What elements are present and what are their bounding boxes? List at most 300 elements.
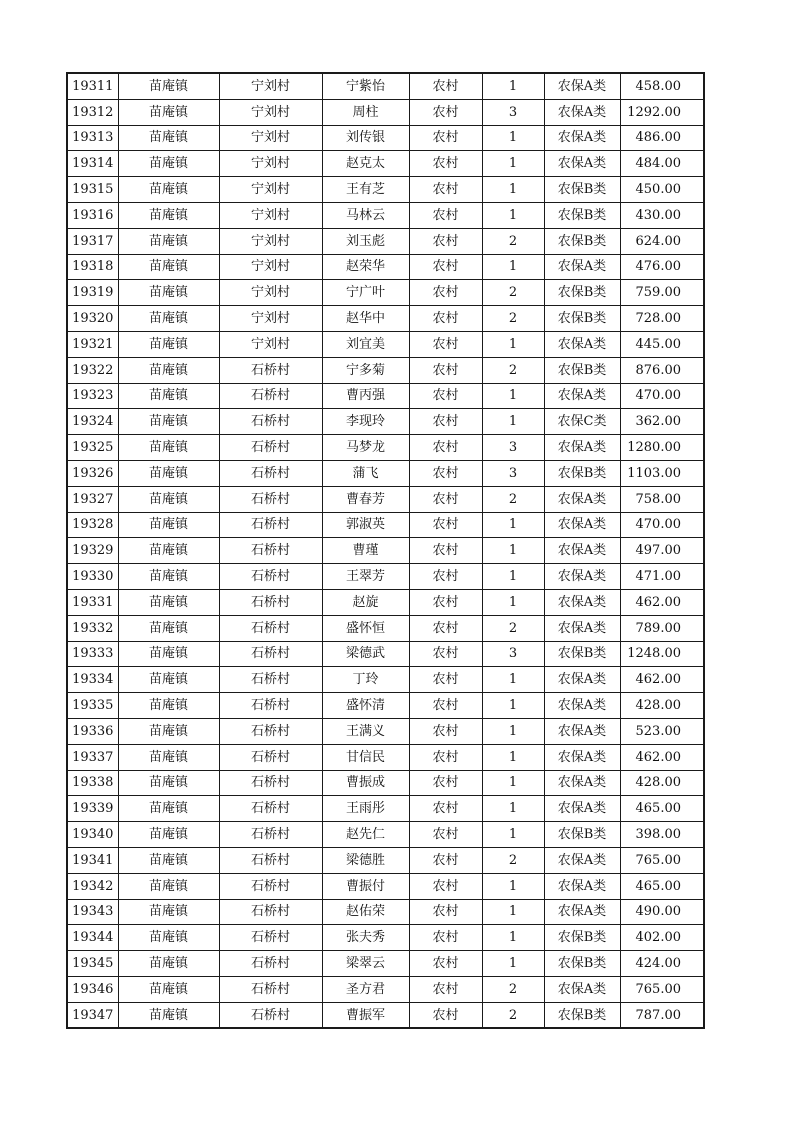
household-size-cell: 1: [482, 331, 544, 357]
record-id-cell: 19318: [67, 254, 118, 280]
name-cell: 梁翠云: [322, 951, 409, 977]
table-row: [67, 899, 704, 925]
household-size-cell: 2: [482, 847, 544, 873]
area-type-cell: 农村: [409, 383, 482, 409]
town-cell: 苗庵镇: [118, 331, 219, 357]
town-cell: 苗庵镇: [118, 486, 219, 512]
amount-cell: 1248.00: [620, 641, 704, 667]
record-id-cell: 19323: [67, 383, 118, 409]
insurance-class-cell: 农保A类: [544, 744, 620, 770]
village-cell: 石桥村: [219, 486, 322, 512]
record-id-cell: 19347: [67, 1002, 118, 1028]
household-size-cell: 1: [482, 202, 544, 228]
village-cell: 石桥村: [219, 538, 322, 564]
area-type-cell: 农村: [409, 641, 482, 667]
name-cell: 盛怀清: [322, 693, 409, 719]
area-type-cell: 农村: [409, 564, 482, 590]
insurance-class-cell: 农保A类: [544, 383, 620, 409]
record-id-cell: 19339: [67, 796, 118, 822]
village-cell: 宁刘村: [219, 202, 322, 228]
amount-cell: 497.00: [620, 538, 704, 564]
insurance-class-cell: 农保A类: [544, 667, 620, 693]
town-cell: 苗庵镇: [118, 641, 219, 667]
table-row: [67, 589, 704, 615]
amount-cell: 1280.00: [620, 435, 704, 461]
insurance-class-cell: 农保A类: [544, 873, 620, 899]
town-cell: 苗庵镇: [118, 435, 219, 461]
area-type-cell: 农村: [409, 770, 482, 796]
name-cell: 马梦龙: [322, 435, 409, 461]
area-type-cell: 农村: [409, 925, 482, 951]
table-row: [67, 847, 704, 873]
insurance-class-cell: 农保A类: [544, 99, 620, 125]
record-id-cell: 19326: [67, 460, 118, 486]
insurance-class-cell: 农保B类: [544, 202, 620, 228]
household-size-cell: 1: [482, 409, 544, 435]
table-row: [67, 564, 704, 590]
amount-cell: 465.00: [620, 873, 704, 899]
town-cell: 苗庵镇: [118, 589, 219, 615]
table-row: [67, 409, 704, 435]
table-row: [67, 177, 704, 203]
insurance-class-cell: 农保A类: [544, 486, 620, 512]
household-size-cell: 1: [482, 693, 544, 719]
area-type-cell: 农村: [409, 822, 482, 848]
record-id-cell: 19342: [67, 873, 118, 899]
name-cell: 圣方君: [322, 976, 409, 1002]
area-type-cell: 农村: [409, 125, 482, 151]
town-cell: 苗庵镇: [118, 951, 219, 977]
amount-cell: 728.00: [620, 306, 704, 332]
insurance-class-cell: 农保A类: [544, 73, 620, 99]
village-cell: 石桥村: [219, 693, 322, 719]
name-cell: 梁德武: [322, 641, 409, 667]
area-type-cell: 农村: [409, 538, 482, 564]
household-size-cell: 2: [482, 306, 544, 332]
name-cell: 曹振成: [322, 770, 409, 796]
record-id-cell: 19317: [67, 228, 118, 254]
record-id-cell: 19336: [67, 718, 118, 744]
village-cell: 石桥村: [219, 899, 322, 925]
town-cell: 苗庵镇: [118, 306, 219, 332]
table-row: [67, 280, 704, 306]
town-cell: 苗庵镇: [118, 73, 219, 99]
insurance-class-cell: 农保C类: [544, 409, 620, 435]
insurance-class-cell: 农保A类: [544, 770, 620, 796]
table-row: [67, 357, 704, 383]
name-cell: 甘信民: [322, 744, 409, 770]
village-cell: 宁刘村: [219, 331, 322, 357]
village-cell: 石桥村: [219, 976, 322, 1002]
table-row: [67, 873, 704, 899]
table-row: [67, 460, 704, 486]
town-cell: 苗庵镇: [118, 383, 219, 409]
village-cell: 石桥村: [219, 1002, 322, 1028]
amount-cell: 470.00: [620, 383, 704, 409]
record-id-cell: 19315: [67, 177, 118, 203]
record-id-cell: 19324: [67, 409, 118, 435]
table-row: [67, 1002, 704, 1028]
town-cell: 苗庵镇: [118, 460, 219, 486]
amount-cell: 765.00: [620, 976, 704, 1002]
town-cell: 苗庵镇: [118, 177, 219, 203]
table-row: [67, 331, 704, 357]
insurance-class-cell: 农保B类: [544, 177, 620, 203]
insurance-class-cell: 农保B类: [544, 925, 620, 951]
household-size-cell: 3: [482, 460, 544, 486]
village-cell: 石桥村: [219, 744, 322, 770]
amount-cell: 430.00: [620, 202, 704, 228]
name-cell: 盛怀恒: [322, 615, 409, 641]
area-type-cell: 农村: [409, 331, 482, 357]
insurance-class-cell: 农保B类: [544, 951, 620, 977]
amount-cell: 876.00: [620, 357, 704, 383]
area-type-cell: 农村: [409, 667, 482, 693]
amount-cell: 445.00: [620, 331, 704, 357]
record-id-cell: 19333: [67, 641, 118, 667]
area-type-cell: 农村: [409, 151, 482, 177]
name-cell: 张夫秀: [322, 925, 409, 951]
village-cell: 石桥村: [219, 796, 322, 822]
town-cell: 苗庵镇: [118, 873, 219, 899]
village-cell: 石桥村: [219, 847, 322, 873]
name-cell: 王有芝: [322, 177, 409, 203]
record-id-cell: 19311: [67, 73, 118, 99]
town-cell: 苗庵镇: [118, 228, 219, 254]
area-type-cell: 农村: [409, 306, 482, 332]
amount-cell: 1103.00: [620, 460, 704, 486]
village-cell: 石桥村: [219, 435, 322, 461]
insurance-class-cell: 农保A类: [544, 564, 620, 590]
area-type-cell: 农村: [409, 486, 482, 512]
record-id-cell: 19314: [67, 151, 118, 177]
village-cell: 宁刘村: [219, 99, 322, 125]
town-cell: 苗庵镇: [118, 357, 219, 383]
beneficiary-table: [66, 72, 705, 1029]
town-cell: 苗庵镇: [118, 538, 219, 564]
amount-cell: 765.00: [620, 847, 704, 873]
household-size-cell: 1: [482, 899, 544, 925]
household-size-cell: 3: [482, 435, 544, 461]
area-type-cell: 农村: [409, 796, 482, 822]
record-id-cell: 19331: [67, 589, 118, 615]
area-type-cell: 农村: [409, 435, 482, 461]
area-type-cell: 农村: [409, 718, 482, 744]
amount-cell: 484.00: [620, 151, 704, 177]
town-cell: 苗庵镇: [118, 280, 219, 306]
name-cell: 周柱: [322, 99, 409, 125]
amount-cell: 1292.00: [620, 99, 704, 125]
area-type-cell: 农村: [409, 615, 482, 641]
table-row: [67, 99, 704, 125]
amount-cell: 458.00: [620, 73, 704, 99]
name-cell: 赵佑荣: [322, 899, 409, 925]
name-cell: 王翠芳: [322, 564, 409, 590]
town-cell: 苗庵镇: [118, 615, 219, 641]
record-id-cell: 19316: [67, 202, 118, 228]
household-size-cell: 1: [482, 73, 544, 99]
record-id-cell: 19341: [67, 847, 118, 873]
table-row: [67, 744, 704, 770]
village-cell: 石桥村: [219, 357, 322, 383]
village-cell: 石桥村: [219, 822, 322, 848]
area-type-cell: 农村: [409, 409, 482, 435]
table-row: [67, 925, 704, 951]
town-cell: 苗庵镇: [118, 718, 219, 744]
insurance-class-cell: 农保B类: [544, 460, 620, 486]
name-cell: 丁玲: [322, 667, 409, 693]
record-id-cell: 19335: [67, 693, 118, 719]
insurance-class-cell: 农保A类: [544, 125, 620, 151]
area-type-cell: 农村: [409, 357, 482, 383]
name-cell: 曹振付: [322, 873, 409, 899]
area-type-cell: 农村: [409, 693, 482, 719]
area-type-cell: 农村: [409, 589, 482, 615]
table-body: [67, 73, 704, 1028]
household-size-cell: 1: [482, 822, 544, 848]
village-cell: 宁刘村: [219, 177, 322, 203]
area-type-cell: 农村: [409, 976, 482, 1002]
table-row: [67, 951, 704, 977]
name-cell: 赵荣华: [322, 254, 409, 280]
name-cell: 曹丙强: [322, 383, 409, 409]
name-cell: 王满义: [322, 718, 409, 744]
table-row: [67, 73, 704, 99]
name-cell: 李现玲: [322, 409, 409, 435]
table-row: [67, 306, 704, 332]
town-cell: 苗庵镇: [118, 409, 219, 435]
name-cell: 刘玉彪: [322, 228, 409, 254]
record-id-cell: 19330: [67, 564, 118, 590]
name-cell: 刘传银: [322, 125, 409, 151]
record-id-cell: 19345: [67, 951, 118, 977]
town-cell: 苗庵镇: [118, 770, 219, 796]
name-cell: 宁紫怡: [322, 73, 409, 99]
household-size-cell: 1: [482, 589, 544, 615]
area-type-cell: 农村: [409, 177, 482, 203]
insurance-class-cell: 农保A类: [544, 847, 620, 873]
name-cell: 赵克太: [322, 151, 409, 177]
table-row: [67, 796, 704, 822]
table-row: [67, 693, 704, 719]
amount-cell: 424.00: [620, 951, 704, 977]
insurance-class-cell: 农保A类: [544, 693, 620, 719]
village-cell: 宁刘村: [219, 254, 322, 280]
record-id-cell: 19332: [67, 615, 118, 641]
table-row: [67, 254, 704, 280]
town-cell: 苗庵镇: [118, 1002, 219, 1028]
amount-cell: 462.00: [620, 667, 704, 693]
household-size-cell: 3: [482, 99, 544, 125]
amount-cell: 787.00: [620, 1002, 704, 1028]
town-cell: 苗庵镇: [118, 693, 219, 719]
town-cell: 苗庵镇: [118, 254, 219, 280]
table-row: [67, 538, 704, 564]
name-cell: 马林云: [322, 202, 409, 228]
amount-cell: 462.00: [620, 744, 704, 770]
household-size-cell: 1: [482, 151, 544, 177]
amount-cell: 490.00: [620, 899, 704, 925]
record-id-cell: 19328: [67, 512, 118, 538]
village-cell: 石桥村: [219, 667, 322, 693]
town-cell: 苗庵镇: [118, 976, 219, 1002]
village-cell: 石桥村: [219, 770, 322, 796]
amount-cell: 362.00: [620, 409, 704, 435]
name-cell: 蒲飞: [322, 460, 409, 486]
name-cell: 刘宜美: [322, 331, 409, 357]
amount-cell: 465.00: [620, 796, 704, 822]
village-cell: 石桥村: [219, 512, 322, 538]
table-row: [67, 976, 704, 1002]
table-row: [67, 512, 704, 538]
household-size-cell: 1: [482, 951, 544, 977]
name-cell: 赵先仁: [322, 822, 409, 848]
record-id-cell: 19322: [67, 357, 118, 383]
insurance-class-cell: 农保B类: [544, 280, 620, 306]
record-id-cell: 19344: [67, 925, 118, 951]
town-cell: 苗庵镇: [118, 847, 219, 873]
table-row: [67, 770, 704, 796]
household-size-cell: 2: [482, 357, 544, 383]
name-cell: 宁广叶: [322, 280, 409, 306]
household-size-cell: 2: [482, 615, 544, 641]
household-size-cell: 1: [482, 770, 544, 796]
town-cell: 苗庵镇: [118, 796, 219, 822]
record-id-cell: 19334: [67, 667, 118, 693]
amount-cell: 428.00: [620, 693, 704, 719]
table-row: [67, 151, 704, 177]
record-id-cell: 19338: [67, 770, 118, 796]
name-cell: 曹春芳: [322, 486, 409, 512]
name-cell: 宁多菊: [322, 357, 409, 383]
amount-cell: 428.00: [620, 770, 704, 796]
amount-cell: 486.00: [620, 125, 704, 151]
name-cell: 王雨彤: [322, 796, 409, 822]
area-type-cell: 农村: [409, 73, 482, 99]
household-size-cell: 1: [482, 383, 544, 409]
household-size-cell: 2: [482, 486, 544, 512]
area-type-cell: 农村: [409, 744, 482, 770]
household-size-cell: 1: [482, 254, 544, 280]
table-row: [67, 486, 704, 512]
amount-cell: 398.00: [620, 822, 704, 848]
record-id-cell: 19337: [67, 744, 118, 770]
amount-cell: 789.00: [620, 615, 704, 641]
record-id-cell: 19346: [67, 976, 118, 1002]
village-cell: 石桥村: [219, 873, 322, 899]
town-cell: 苗庵镇: [118, 202, 219, 228]
village-cell: 宁刘村: [219, 73, 322, 99]
area-type-cell: 农村: [409, 951, 482, 977]
amount-cell: 402.00: [620, 925, 704, 951]
village-cell: 石桥村: [219, 460, 322, 486]
area-type-cell: 农村: [409, 228, 482, 254]
name-cell: 曹振军: [322, 1002, 409, 1028]
town-cell: 苗庵镇: [118, 512, 219, 538]
village-cell: 石桥村: [219, 641, 322, 667]
area-type-cell: 农村: [409, 512, 482, 538]
name-cell: 郭淑英: [322, 512, 409, 538]
area-type-cell: 农村: [409, 460, 482, 486]
village-cell: 石桥村: [219, 564, 322, 590]
town-cell: 苗庵镇: [118, 151, 219, 177]
town-cell: 苗庵镇: [118, 925, 219, 951]
amount-cell: 476.00: [620, 254, 704, 280]
household-size-cell: 2: [482, 1002, 544, 1028]
insurance-class-cell: 农保A类: [544, 899, 620, 925]
record-id-cell: 19325: [67, 435, 118, 461]
table-row: [67, 202, 704, 228]
town-cell: 苗庵镇: [118, 564, 219, 590]
insurance-class-cell: 农保A类: [544, 718, 620, 744]
table-row: [67, 641, 704, 667]
table-row: [67, 125, 704, 151]
amount-cell: 624.00: [620, 228, 704, 254]
record-id-cell: 19319: [67, 280, 118, 306]
household-size-cell: 2: [482, 976, 544, 1002]
household-size-cell: 1: [482, 512, 544, 538]
area-type-cell: 农村: [409, 280, 482, 306]
insurance-class-cell: 农保A类: [544, 254, 620, 280]
table-row: [67, 822, 704, 848]
insurance-class-cell: 农保B类: [544, 306, 620, 332]
insurance-class-cell: 农保A类: [544, 151, 620, 177]
village-cell: 石桥村: [219, 615, 322, 641]
amount-cell: 759.00: [620, 280, 704, 306]
village-cell: 宁刘村: [219, 306, 322, 332]
household-size-cell: 2: [482, 228, 544, 254]
insurance-class-cell: 农保B类: [544, 1002, 620, 1028]
table-row: [67, 718, 704, 744]
insurance-class-cell: 农保A类: [544, 589, 620, 615]
area-type-cell: 农村: [409, 847, 482, 873]
insurance-class-cell: 农保A类: [544, 976, 620, 1002]
household-size-cell: 1: [482, 667, 544, 693]
insurance-class-cell: 农保A类: [544, 331, 620, 357]
insurance-class-cell: 农保A类: [544, 512, 620, 538]
household-size-cell: 1: [482, 925, 544, 951]
village-cell: 石桥村: [219, 383, 322, 409]
household-size-cell: 1: [482, 564, 544, 590]
record-id-cell: 19320: [67, 306, 118, 332]
village-cell: 石桥村: [219, 925, 322, 951]
insurance-class-cell: 农保B类: [544, 641, 620, 667]
town-cell: 苗庵镇: [118, 125, 219, 151]
area-type-cell: 农村: [409, 899, 482, 925]
town-cell: 苗庵镇: [118, 822, 219, 848]
household-size-cell: 1: [482, 718, 544, 744]
village-cell: 石桥村: [219, 589, 322, 615]
record-id-cell: 19340: [67, 822, 118, 848]
name-cell: 赵旋: [322, 589, 409, 615]
table-row: [67, 667, 704, 693]
name-cell: 曹瑾: [322, 538, 409, 564]
village-cell: 石桥村: [219, 951, 322, 977]
record-id-cell: 19313: [67, 125, 118, 151]
name-cell: 梁德胜: [322, 847, 409, 873]
insurance-class-cell: 农保A类: [544, 538, 620, 564]
table-row: [67, 383, 704, 409]
household-size-cell: 1: [482, 873, 544, 899]
name-cell: 赵华中: [322, 306, 409, 332]
amount-cell: 470.00: [620, 512, 704, 538]
village-cell: 宁刘村: [219, 280, 322, 306]
amount-cell: 758.00: [620, 486, 704, 512]
insurance-class-cell: 农保A类: [544, 435, 620, 461]
household-size-cell: 1: [482, 538, 544, 564]
amount-cell: 523.00: [620, 718, 704, 744]
area-type-cell: 农村: [409, 873, 482, 899]
